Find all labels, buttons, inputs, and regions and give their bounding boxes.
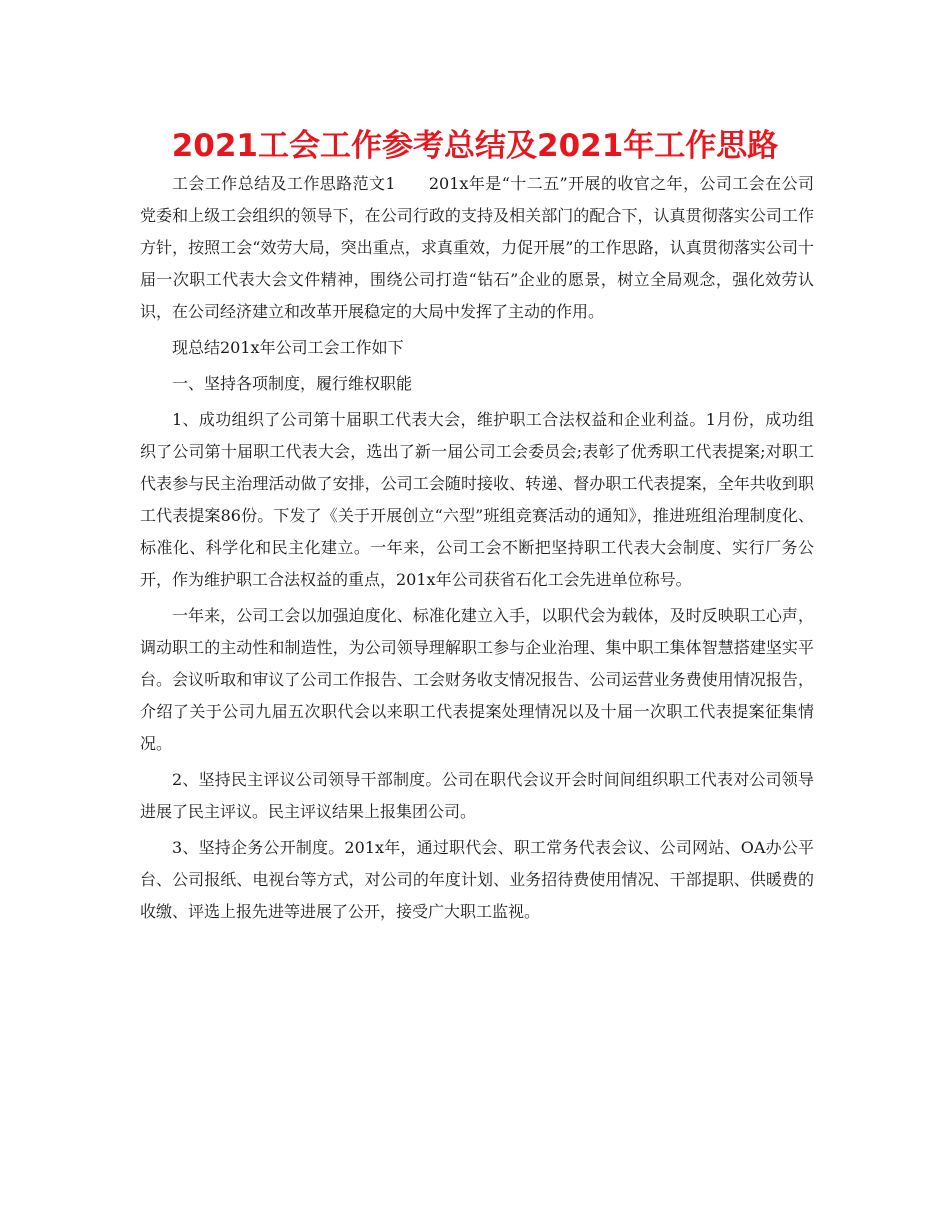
paragraph-year-review: 一年来，公司工会以加强迫度化、标准化建立入手，以职代会为载体，及时反映职工心声，调动职工的主动性和制造性，为公司领导理解职工参与企业治理、集中职工集体智慧搭建坚实平台。会议听取和审议了公司工作报告、工会财务收支情况报告、公司运营业务费使用情况报告，介绍了关于公司九届五次职代会以来职工代表提案处理情况以及十届一次职工代表提案征集情况。	[140, 606, 814, 753]
paragraph-intro: 工会工作总结及工作思路范文1 201x年是“十二五”开展的收官之年，公司工会在公司党委和上级工会组织的领导下，在公司行政的支持及相关部门的配合下，认真贯彻落实公司工作方针，按照工会“效劳大局，突出重点，求真重效，力促开展”的工作思路，认真贯彻落实公司十届一次职工代表大会文件精神，围绕公司打造“钻石”企业的愿景，树立全局观念，强化效劳认识，在公司经济建立和改革开展稳定的大局中发挥了主动的作用。	[140, 174, 814, 321]
paragraph-item-1: 1、成功组织了公司第十届职工代表大会，维护职工合法权益和企业利益。1月份，成功组织了公司第十届职工代表大会，选出了新一届公司工会委员会;表彰了优秀职工代表提案;对职工代表参与民主治理活动做了安排，公司工会随时接收、转递、督办职工代表提案，全年共收到职工代表提案86份。下发了《关于开展创立“六型”班组竞赛活动的通知》，推进班组治理制度化、标准化、科学化和民主化建立。一年来，公司工会不断把坚持职工代表大会制度、实行厂务公开，作为维护职工合法权益的重点，201x年公司获省石化工会先进单位称号。	[140, 410, 814, 589]
document-title: 2021工会工作参考总结及2021年工作思路	[171, 128, 779, 164]
paragraph-item-3: 3、坚持企务公开制度。201x年，通过职代会、职工常务代表会议、公司网站、OA办公平台、公司报纸、电视台等方式，对公司的年度计划、业务招待费使用情况、干部提职、供暖费的收缴、评选上报先进等进展了公开，接受广大职工监视。	[140, 838, 814, 921]
paragraph-summary-lead: 现总结201x年公司工会工作如下	[172, 338, 404, 357]
document-body	[140, 168, 814, 932]
paragraph-item-2: 2、坚持民主评议公司领导干部制度。公司在职代会议开会时间间组织职工代表对公司领导进展了民主评议。民主评议结果上报集团公司。	[140, 770, 814, 821]
section-heading-1: 一、坚持各项制度，履行维权职能	[172, 374, 413, 393]
